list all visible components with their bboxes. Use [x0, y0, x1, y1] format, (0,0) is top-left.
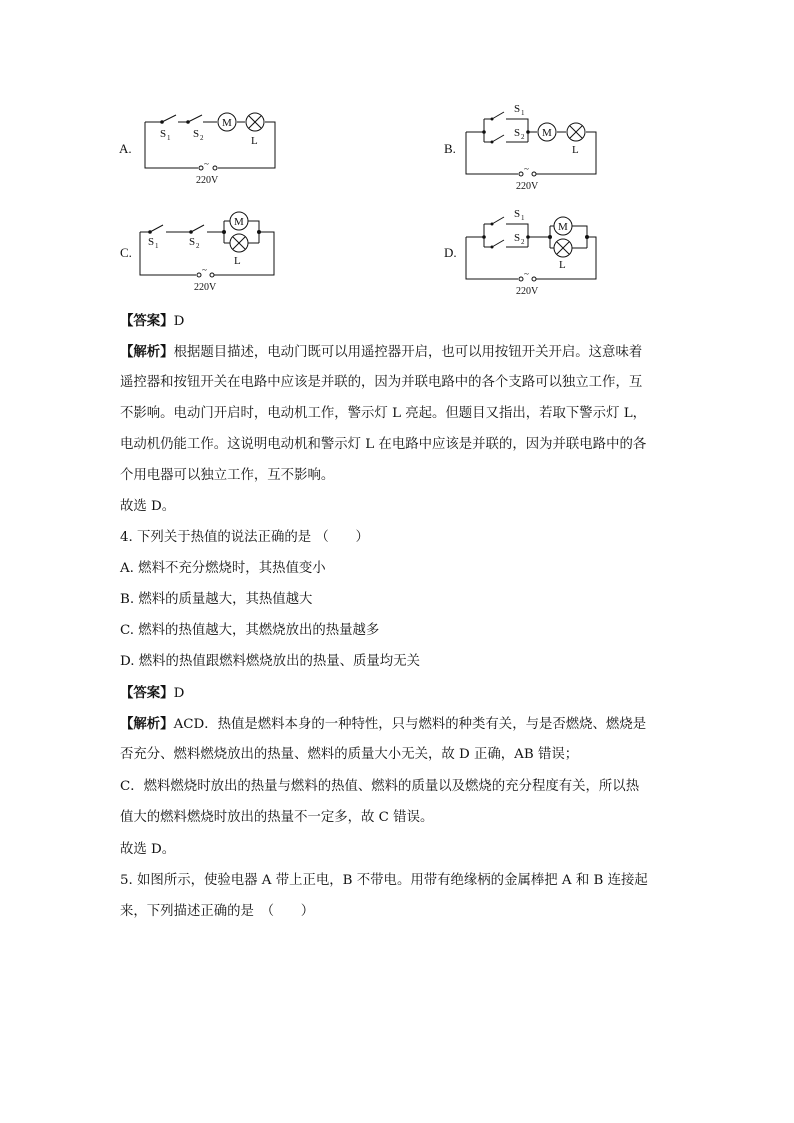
- ac-symbol: ~: [202, 265, 207, 275]
- q3-conclusion: 故选 D。: [120, 499, 176, 514]
- q4-option-c: C. 燃料的热值越大，其燃烧放出的热量越多: [120, 623, 380, 638]
- circuit-diagram-a: [140, 105, 280, 191]
- lamp-label: L: [572, 144, 579, 156]
- q3-analysis-line: 遥控器和按钮开关在电路中应该是并联的，因为并联电路中的各个支路可以独立工作，互: [120, 375, 643, 390]
- switch-s1-subscript: 1: [155, 242, 159, 250]
- switch-s2-subscript: 2: [521, 133, 525, 141]
- circuit-diagram-d: [462, 205, 602, 301]
- q4-stem: 4. 下列关于热值的说法正确的是 （ ）: [120, 530, 369, 545]
- q3-analysis-line: 不影响。电动门开启时，电动机工作，警示灯 L 亮起。但题目又指出，若取下警示灯 L，: [120, 406, 647, 421]
- switch-s2-subscript: 2: [521, 238, 525, 246]
- switch-s1-label: S: [148, 236, 155, 248]
- q4-answer: 【答案】D: [120, 685, 185, 701]
- ac-symbol: ~: [524, 269, 529, 279]
- switch-s1-label: S: [160, 128, 167, 140]
- ac-symbol: ~: [524, 164, 529, 174]
- q4-option-d: D. 燃料的热值跟燃料燃烧放出的热量、质量均无关: [120, 654, 420, 669]
- switch-s2-label: S: [189, 236, 196, 248]
- option-a-letter: A.: [119, 141, 132, 156]
- option-b-letter: B.: [444, 141, 456, 156]
- motor-symbol: M: [234, 216, 244, 228]
- motor-symbol: M: [222, 117, 232, 129]
- motor-symbol: M: [542, 127, 552, 139]
- switch-s2-label: S: [193, 128, 200, 140]
- switch-s2-subscript: 2: [200, 134, 204, 142]
- q4-analysis-line: C．燃料燃烧时放出的热量与燃料的热值、燃料的质量以及燃烧的充分程度有关，所以热: [120, 779, 640, 794]
- switch-s1-label: S: [514, 103, 521, 115]
- voltage-label: 220V: [516, 286, 539, 297]
- switch-s2-subscript: 2: [196, 242, 200, 250]
- switch-s2-label: S: [514, 232, 521, 244]
- q4-analysis-line: 否充分、燃料燃烧放出的热量、燃料的质量大小无关，故 D 正确，AB 错误；: [120, 747, 579, 762]
- switch-s2-label: S: [514, 127, 521, 139]
- q3-analysis-line: 电动机仍能工作。这说明电动机和警示灯 L 在电路中应该是并联的，因为并联电路中的各: [120, 437, 647, 452]
- ac-symbol: ~: [204, 159, 209, 169]
- lamp-label: L: [559, 259, 566, 271]
- voltage-label: 220V: [516, 181, 539, 192]
- q3-analysis-line: 个用电器可以独立工作，互不影响。: [120, 468, 335, 483]
- lamp-label: L: [251, 135, 258, 147]
- q5-stem-line: 来，下列描述正确的是 （ ）: [120, 904, 315, 919]
- voltage-label: 220V: [196, 175, 219, 186]
- voltage-label: 220V: [194, 282, 217, 293]
- switch-s1-subscript: 1: [521, 109, 525, 117]
- circuit-diagram-c: [136, 208, 278, 298]
- q4-analysis-line: 值大的燃料燃烧时放出的热量不一定多，故 C 错误。: [120, 810, 434, 825]
- q3-answer: 【答案】D: [120, 313, 185, 329]
- q4-analysis-line: 【解析】ACD．热值是燃料本身的一种特性，只与燃料的种类有关，与是否燃烧、燃烧是: [120, 716, 647, 732]
- option-d-letter: D.: [444, 245, 457, 260]
- q5-stem-line: 5. 如图所示，使验电器 A 带上正电，B 不带电。用带有绝缘柄的金属棒把 A 和 B 连接起: [120, 873, 648, 888]
- q4-option-a: A. 燃料不充分燃烧时，其热值变小: [120, 561, 326, 576]
- switch-s1-label: S: [514, 208, 521, 220]
- option-c-letter: C.: [120, 245, 132, 260]
- q4-option-b: B. 燃料的质量越大，其热值越大: [120, 592, 313, 607]
- switch-s1-subscript: 1: [167, 134, 171, 142]
- circuit-diagram-b: [462, 100, 602, 196]
- motor-symbol: M: [558, 221, 568, 233]
- switch-s1-subscript: 1: [521, 214, 525, 222]
- q3-analysis-line: 【解析】根据题目描述，电动门既可以用遥控器开启，也可以用按钮开关开启。这意味着: [120, 344, 643, 360]
- lamp-label: L: [234, 255, 241, 267]
- q4-conclusion: 故选 D。: [120, 842, 176, 857]
